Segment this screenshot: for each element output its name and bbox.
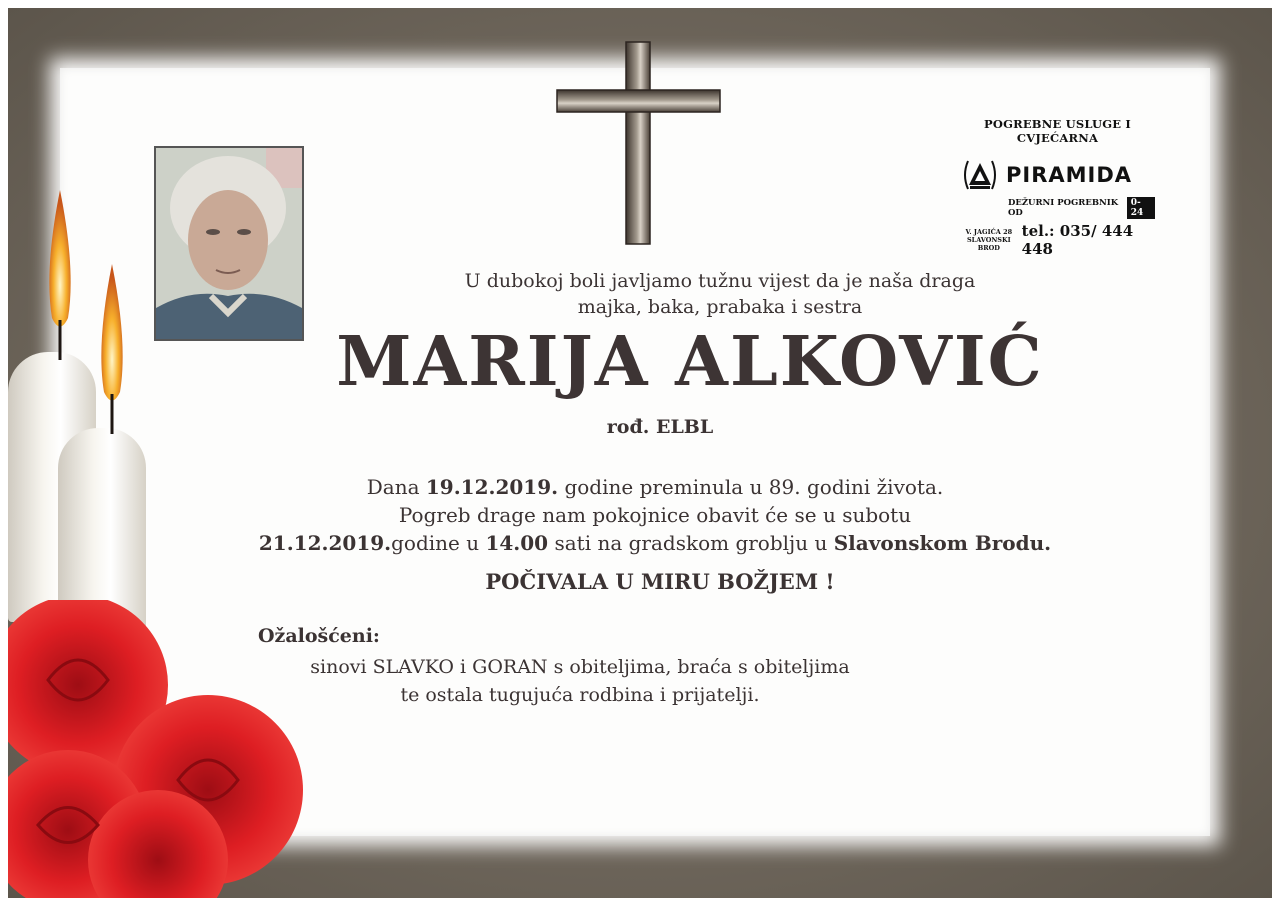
- maiden-name: rođ. ELBL: [606, 416, 714, 438]
- mourners-line-2: te ostala tugujuća rodbina i prijatelji.: [400, 684, 760, 706]
- intro-line-1: U dubokoj boli javljamo tužnu vijest da je naša draga: [464, 270, 976, 292]
- funeral-intro-line: Pogreb drage nam pokojnice obavit će se u subotu: [398, 503, 912, 527]
- pyramid-logo-icon: [960, 155, 1000, 195]
- funeral-date: 21.12.2019.: [258, 531, 392, 555]
- death-date: 19.12.2019.: [425, 475, 559, 499]
- flame-left-icon: [40, 190, 80, 365]
- phone-number: tel.: 035/ 444 448: [1021, 222, 1134, 258]
- funeral-home-logo-row: [960, 155, 1155, 195]
- funeral-line: 21.12.2019.godine u 14.00 sati na gradskom groblju u Slavonskom Brodu.: [258, 531, 1052, 555]
- deceased-name: MARIJA ALKOVIĆ: [336, 322, 1044, 402]
- funeral-home-header: POGREBNE USLUGE I CVJEĆARNA: [984, 117, 1131, 145]
- cross-icon: [555, 40, 725, 250]
- deceased-photo: [154, 146, 304, 341]
- duty-hours-badge: 0-24: [1127, 197, 1155, 219]
- duty-label: DEŽURNI POGREBNIK OD: [1008, 198, 1119, 218]
- mourners-line-1: sinovi SLAVKO i GORAN s obiteljima, braća s obiteljima: [310, 656, 850, 678]
- funeral-home-info: [960, 117, 1155, 258]
- funeral-home-name: PIRAMIDA: [1006, 163, 1133, 187]
- death-line: Dana 19.12.2019. godine preminula u 89. godini života.: [366, 475, 944, 499]
- address: [960, 228, 1018, 252]
- address-city: SLAVONSKI BROD: [966, 236, 1011, 252]
- death-funeral-details: [190, 473, 1120, 557]
- duty-info: [1008, 197, 1155, 219]
- funeral-time: 14.00: [485, 531, 549, 555]
- flame-right-icon: [92, 264, 132, 439]
- address-street: V. JAGIĆA 28: [965, 228, 1013, 236]
- mourners-list: [230, 653, 930, 709]
- funeral-place: Slavonskom Brodu.: [833, 531, 1052, 555]
- contact-row: [960, 222, 1155, 258]
- portrait-image: [156, 148, 302, 339]
- intro-line-2: majka, baka, prabaka i sestra: [577, 296, 863, 318]
- farewell-text: POČIVALA U MIRU BOŽJEM !: [485, 569, 835, 594]
- intro-text: [400, 268, 1040, 320]
- mourners-title: Ožalošćeni:: [258, 625, 380, 647]
